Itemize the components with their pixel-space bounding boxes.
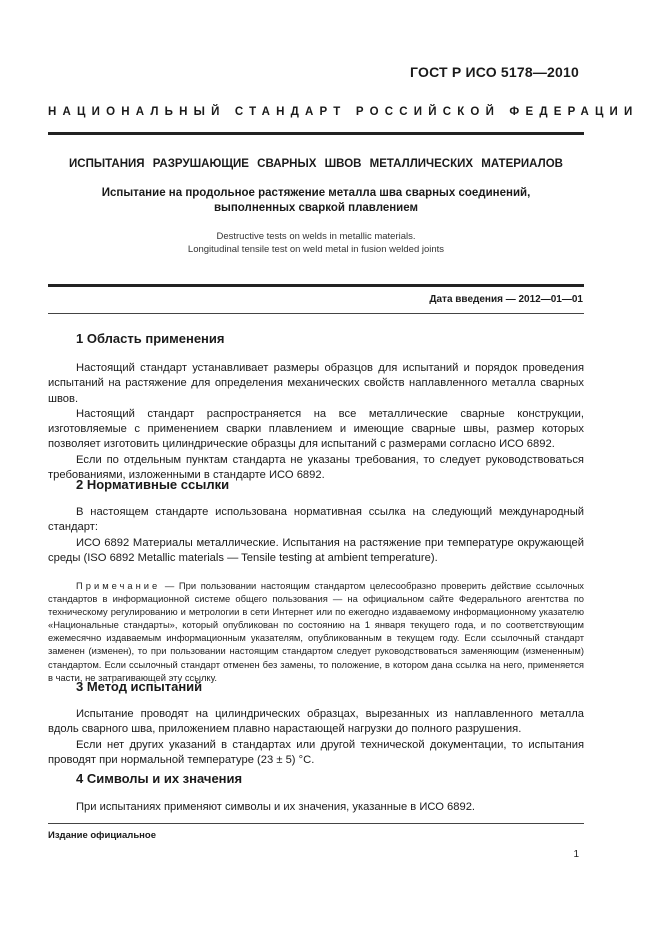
document-subtitle: Испытание на продольное растяжение металла шва сварных соединений, выполненных сваркой плавлением <box>101 187 531 214</box>
section-2-heading: 2 Нормативные ссылки <box>76 477 230 492</box>
note-text: — При пользовании настоящим стандартом целесообразно проверить действие ссылочных стандартов в информационной системе общего пользования — на официальном сайте Федерального агентства по техническому регулированию и метрологии в сети Интернет или по ежегодно издаваемому информационному указателю «Национальные стандарты», который опубликован по состоянию на 1 января текущего года, и по соответствующим ежемесячно издаваемым информационным указателям, опубликованным в текущем году. Если ссылочный стандарт заменен (изменен), то при пользовании настоящим стандартом следует руководствоваться заменяющим (измененным) стандартом. Если ссылочный стандарт отменен без замены, то положение, в котором дана ссылка на него, применяется в части, не затрагивающей эту ссылку. <box>48 580 584 683</box>
note-label: Примечание <box>76 580 161 591</box>
section-1-heading: 1 Область применения <box>76 331 225 346</box>
effective-date: Дата введения — 2012—01—01 <box>429 294 583 305</box>
normative-note <box>48 579 584 684</box>
section-4-heading: 4 Символы и их значения <box>76 771 243 786</box>
english-title: Destructive tests on welds in metallic materials. Longitudinal tensile test on weld metal in fusion welded joints <box>187 231 445 255</box>
section-3-body: Испытание проводят на цилиндрических образцах, вырезанных из наплавленного металла вдоль сварного шва, приложением плавно нарастающей нагрузки до полного разрушения. Если нет других указаний в стандартах или другой технической документации, то испытания проводят при нормальной температуре (23 ± 5) °С. <box>48 708 584 766</box>
section-2-body: В настоящем стандарте использована нормативная ссылка на следующий международный стандарт: ИСО 6892 Материалы металлические. Испытания на растяжение при температуре окружающей среды (ISO 6892 Metallic materials — Tensile testing at ambient temperature). <box>48 506 584 564</box>
title-divider <box>48 284 584 287</box>
edition-label: Издание официальное <box>48 830 156 841</box>
section-1-body: Настоящий стандарт устанавливает размеры образцов для испытаний и порядок проведения испытаний на растяжение для определения механических свойств наплавленного металла сварных швов. Настоящий стандарт распространяется на все металлические сварные конструкции, изготовляемые с применением сварки плавлением и имеющие сварные швы, размер которых позволяет изготовить цилиндрические образцы для испытаний с размерами согласно ИСО 6892. Если по отдельным пунктам стандарта не указаны требования, то следует руководствоваться требованиями, изложенными в стандарте ИСО 6892. <box>48 362 584 482</box>
top-divider <box>48 132 584 135</box>
section-3-heading: 3 Метод испытаний <box>76 679 203 694</box>
document-title: ИСПЫТАНИЯ РАЗРУШАЮЩИЕ СВАРНЫХ ШВОВ МЕТАЛЛИЧЕСКИХ МАТЕРИАЛОВ <box>69 158 563 170</box>
date-divider <box>48 313 584 314</box>
standard-number: ГОСТ Р ИСО 5178—2010 <box>410 64 579 80</box>
footer-divider <box>48 823 584 824</box>
page-number: 1 <box>573 849 579 860</box>
section-4-body: При испытаниях применяют символы и их значения, указанные в ИСО 6892. <box>76 801 476 813</box>
national-standard-banner: НАЦИОНАЛЬНЫЙ СТАНДАРТ РОССИЙСКОЙ ФЕДЕРАЦИИ <box>48 106 639 118</box>
